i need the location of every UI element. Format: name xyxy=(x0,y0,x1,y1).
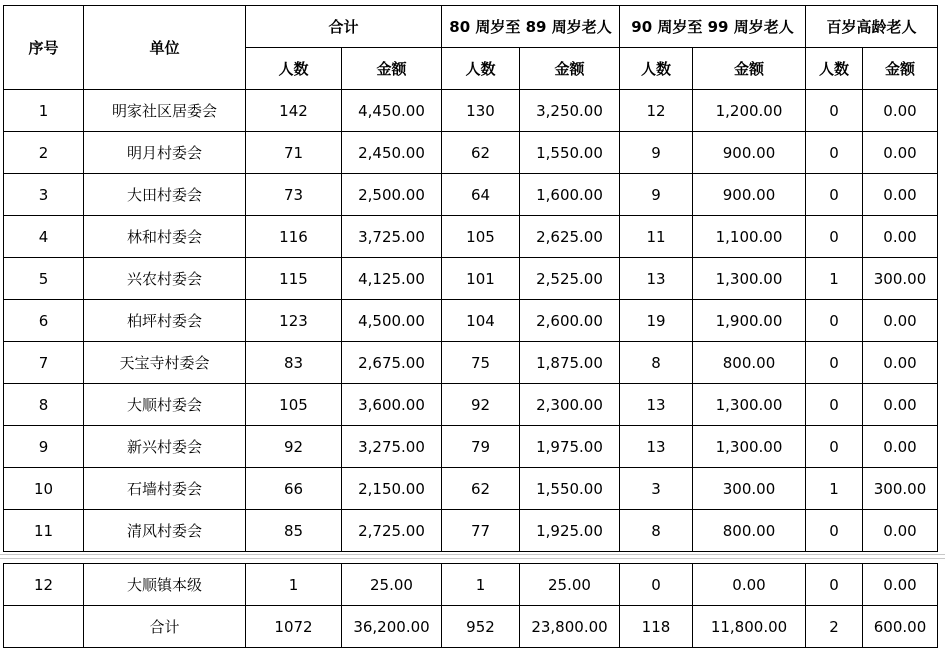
table-cell: 2,725.00 xyxy=(342,510,442,552)
table-row xyxy=(4,510,938,552)
table-row xyxy=(4,564,938,606)
table-cell: 0 xyxy=(806,216,863,258)
col-header-people: 人数 xyxy=(620,48,693,90)
table-cell: 73 xyxy=(246,174,342,216)
subsidy-table xyxy=(3,5,938,552)
table-row xyxy=(4,468,938,510)
table-cell: 105 xyxy=(246,384,342,426)
table-cell: 3 xyxy=(620,468,693,510)
table-cell: 1 xyxy=(4,90,84,132)
table-cell: 林和村委会 xyxy=(84,216,246,258)
table-cell: 92 xyxy=(246,426,342,468)
table-cell: 115 xyxy=(246,258,342,300)
table-cell: 300.00 xyxy=(693,468,806,510)
table-cell: 0.00 xyxy=(863,426,938,468)
table-cell: 0.00 xyxy=(693,564,806,606)
table-row xyxy=(4,300,938,342)
table-cell: 2,600.00 xyxy=(520,300,620,342)
table-cell: 0 xyxy=(806,510,863,552)
table-cell: 600.00 xyxy=(863,606,938,648)
table-cell: 1 xyxy=(246,564,342,606)
group-header-centenarian: 百岁高龄老人 xyxy=(806,6,938,48)
table-cell: 明家社区居委会 xyxy=(84,90,246,132)
table-cell: 0 xyxy=(806,426,863,468)
table-cell: 952 xyxy=(442,606,520,648)
table-cell: 62 xyxy=(442,132,520,174)
table-cell: 1,975.00 xyxy=(520,426,620,468)
table-row xyxy=(4,426,938,468)
table-cell: 4 xyxy=(4,216,84,258)
table-row xyxy=(4,90,938,132)
table-cell: 1,550.00 xyxy=(520,132,620,174)
header-row-1 xyxy=(4,6,938,48)
table-cell: 64 xyxy=(442,174,520,216)
table-cell: 13 xyxy=(620,426,693,468)
table-cell: 8 xyxy=(4,384,84,426)
table-cell: 9 xyxy=(620,174,693,216)
table-cell xyxy=(4,606,84,648)
table-cell: 明月村委会 xyxy=(84,132,246,174)
table-cell: 4,125.00 xyxy=(342,258,442,300)
table-cell: 4,500.00 xyxy=(342,300,442,342)
table-cell: 11,800.00 xyxy=(693,606,806,648)
table-cell: 1,550.00 xyxy=(520,468,620,510)
table-cell: 0 xyxy=(806,174,863,216)
table-cell: 25.00 xyxy=(342,564,442,606)
group-header-total: 合计 xyxy=(246,6,442,48)
subsidy-table-continued xyxy=(3,563,938,648)
table-cell: 0.00 xyxy=(863,564,938,606)
table-cell: 62 xyxy=(442,468,520,510)
table-cell: 2,500.00 xyxy=(342,174,442,216)
table-cell: 天宝寺村委会 xyxy=(84,342,246,384)
page-break-line xyxy=(0,558,945,559)
table-cell: 1,300.00 xyxy=(693,426,806,468)
table-cell: 8 xyxy=(620,342,693,384)
group-header-90-99: 90 周岁至 99 周岁老人 xyxy=(620,6,806,48)
table-cell: 2,300.00 xyxy=(520,384,620,426)
col-header-seq: 序号 xyxy=(4,6,84,90)
table-cell: 105 xyxy=(442,216,520,258)
table-cell: 2,625.00 xyxy=(520,216,620,258)
table-cell: 1,925.00 xyxy=(520,510,620,552)
table-cell: 2,525.00 xyxy=(520,258,620,300)
table-cell: 0.00 xyxy=(863,300,938,342)
table-cell: 0 xyxy=(806,384,863,426)
table-cell: 3,275.00 xyxy=(342,426,442,468)
table-cell: 1 xyxy=(806,468,863,510)
table-cell: 8 xyxy=(620,510,693,552)
table-cell: 3,600.00 xyxy=(342,384,442,426)
table-cell: 柏坪村委会 xyxy=(84,300,246,342)
table-cell: 83 xyxy=(246,342,342,384)
table-cell: 900.00 xyxy=(693,132,806,174)
table-cell: 5 xyxy=(4,258,84,300)
col-header-people: 人数 xyxy=(806,48,863,90)
table-cell: 新兴村委会 xyxy=(84,426,246,468)
table-cell: 1 xyxy=(806,258,863,300)
table-cell: 清风村委会 xyxy=(84,510,246,552)
table-cell: 19 xyxy=(620,300,693,342)
table-cell: 92 xyxy=(442,384,520,426)
table-cell: 0 xyxy=(620,564,693,606)
table-cell: 71 xyxy=(246,132,342,174)
table-cell: 0 xyxy=(806,564,863,606)
table-cell: 1,300.00 xyxy=(693,258,806,300)
table-row xyxy=(4,216,938,258)
table-cell: 0.00 xyxy=(863,384,938,426)
table-cell: 2 xyxy=(806,606,863,648)
col-header-amount: 金额 xyxy=(342,48,442,90)
table-cell: 1,900.00 xyxy=(693,300,806,342)
table-cell: 0.00 xyxy=(863,174,938,216)
table-cell: 300.00 xyxy=(863,468,938,510)
table-cell: 0 xyxy=(806,132,863,174)
table-cell: 2 xyxy=(4,132,84,174)
table-cell: 1 xyxy=(442,564,520,606)
table-cell: 104 xyxy=(442,300,520,342)
table-cell: 0.00 xyxy=(863,510,938,552)
table-cell: 2,150.00 xyxy=(342,468,442,510)
table-cell: 3,250.00 xyxy=(520,90,620,132)
table-row xyxy=(4,258,938,300)
table-row xyxy=(4,174,938,216)
table-cell: 0 xyxy=(806,342,863,384)
table-cell: 3 xyxy=(4,174,84,216)
table-cell: 13 xyxy=(620,384,693,426)
table-row xyxy=(4,384,938,426)
page-break-line xyxy=(0,554,945,555)
table-cell: 0.00 xyxy=(863,132,938,174)
table-cell: 1,100.00 xyxy=(693,216,806,258)
table-cell: 36,200.00 xyxy=(342,606,442,648)
group-header-80-89: 80 周岁至 89 周岁老人 xyxy=(442,6,620,48)
table-cell: 大顺镇本级 xyxy=(84,564,246,606)
table-cell: 10 xyxy=(4,468,84,510)
table-cell: 123 xyxy=(246,300,342,342)
table-row xyxy=(4,132,938,174)
table-cell: 2,450.00 xyxy=(342,132,442,174)
table-cell: 0.00 xyxy=(863,342,938,384)
table-cell: 116 xyxy=(246,216,342,258)
table-cell: 9 xyxy=(620,132,693,174)
table-cell: 0.00 xyxy=(863,90,938,132)
col-header-people: 人数 xyxy=(442,48,520,90)
table-cell: 300.00 xyxy=(863,258,938,300)
col-header-amount: 金额 xyxy=(520,48,620,90)
table-cell: 0.00 xyxy=(863,216,938,258)
table-cell: 13 xyxy=(620,258,693,300)
table-cell: 1,600.00 xyxy=(520,174,620,216)
table-cell: 12 xyxy=(620,90,693,132)
table-cell: 12 xyxy=(4,564,84,606)
table-cell: 11 xyxy=(4,510,84,552)
table-cell: 77 xyxy=(442,510,520,552)
col-header-amount: 金额 xyxy=(863,48,938,90)
table-cell: 7 xyxy=(4,342,84,384)
col-header-people: 人数 xyxy=(246,48,342,90)
table-cell: 大顺村委会 xyxy=(84,384,246,426)
table-cell: 23,800.00 xyxy=(520,606,620,648)
table-cell: 11 xyxy=(620,216,693,258)
table-cell: 101 xyxy=(442,258,520,300)
table-cell: 兴农村委会 xyxy=(84,258,246,300)
table-row xyxy=(4,606,938,648)
col-header-unit: 单位 xyxy=(84,6,246,90)
table-cell: 142 xyxy=(246,90,342,132)
table-cell: 79 xyxy=(442,426,520,468)
table-cell: 0 xyxy=(806,300,863,342)
table-cell: 石墙村委会 xyxy=(84,468,246,510)
table-cell: 900.00 xyxy=(693,174,806,216)
table-row xyxy=(4,342,938,384)
table-cell: 大田村委会 xyxy=(84,174,246,216)
table-cell: 1072 xyxy=(246,606,342,648)
table-cell: 85 xyxy=(246,510,342,552)
table-cell: 130 xyxy=(442,90,520,132)
table-cell: 800.00 xyxy=(693,510,806,552)
table-cell: 0 xyxy=(806,90,863,132)
table-cell: 1,200.00 xyxy=(693,90,806,132)
table-cell: 118 xyxy=(620,606,693,648)
col-header-amount: 金额 xyxy=(693,48,806,90)
table-cell: 1,875.00 xyxy=(520,342,620,384)
table-cell: 1,300.00 xyxy=(693,384,806,426)
table-cell: 25.00 xyxy=(520,564,620,606)
table-cell: 9 xyxy=(4,426,84,468)
table-cell: 4,450.00 xyxy=(342,90,442,132)
table-cell: 800.00 xyxy=(693,342,806,384)
table-cell: 66 xyxy=(246,468,342,510)
table-cell: 6 xyxy=(4,300,84,342)
table-cell: 3,725.00 xyxy=(342,216,442,258)
table-cell: 75 xyxy=(442,342,520,384)
table-cell: 合计 xyxy=(84,606,246,648)
table-cell: 2,675.00 xyxy=(342,342,442,384)
